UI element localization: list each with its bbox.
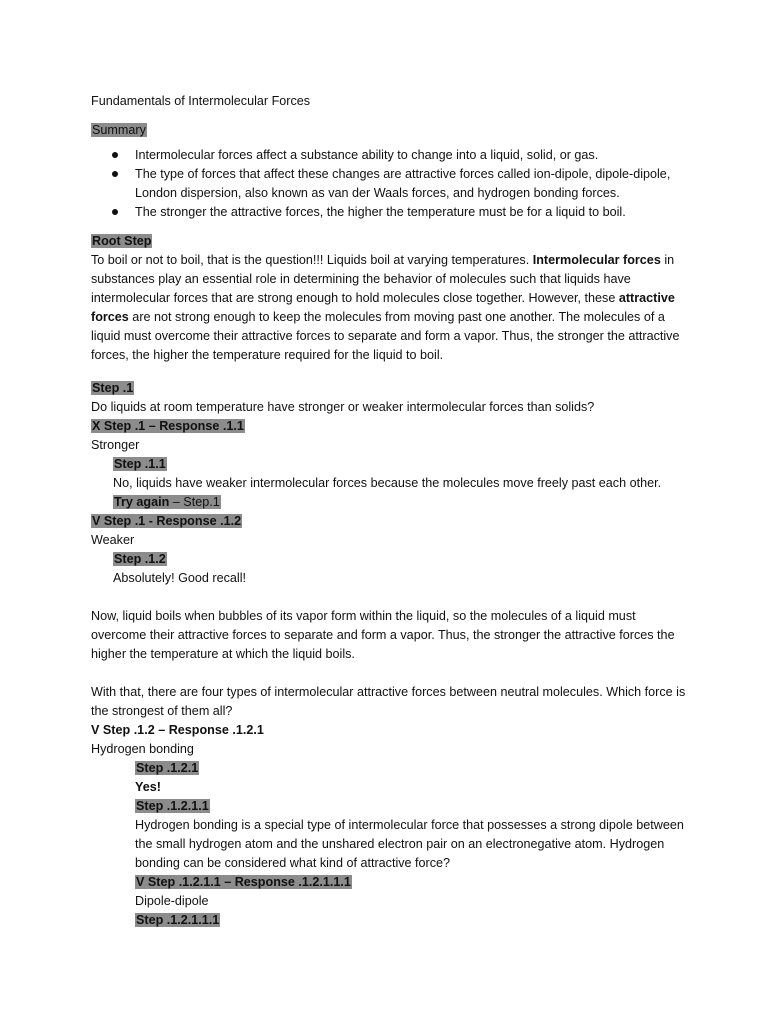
feedback-text: Absolutely! Good recall! bbox=[113, 571, 247, 585]
summary-heading: Summary bbox=[92, 123, 146, 137]
spacer bbox=[91, 664, 691, 683]
response-answer: Dipole-dipole bbox=[135, 894, 209, 908]
document-title: Fundamentals of Intermolecular Forces bbox=[91, 94, 311, 108]
root-step-heading: Root Step bbox=[92, 234, 152, 248]
list-item: Intermolecular forces affect a substance ability to change into a liquid, solid, or gas. bbox=[91, 146, 691, 165]
four-forces-paragraph: With that, there are four types of intermolecular attractive forces between neutral molecules. Which force is the strongest of them all? bbox=[91, 685, 686, 718]
spacer bbox=[91, 588, 691, 607]
response-answer: Hydrogen bonding bbox=[91, 742, 194, 756]
step-heading: Step .1.2.1.1 bbox=[136, 799, 209, 813]
bullet-icon bbox=[112, 209, 118, 215]
feedback-text: No, liquids have weaker intermolecular forces because the molecules move freely past each other. bbox=[113, 476, 662, 490]
root-step-paragraph: To boil or not to boil, that is the question!!! Liquids boil at varying temperatures. Intermolecular forces in substances play an essential role in determining the behavior of molecules such that liquids have intermolecular forces that are strong enough to hold molecules close together. However, these attractive forces are not strong enough to keep the molecules from moving past one another. The molecules of a liquid must overcome their attractive forces to separate and form a vapor. Thus, the stronger the attractive forces, the higher the temperature required for the liquid to boil. bbox=[91, 253, 680, 362]
try-again-link[interactable]: Try again – Step.1 bbox=[114, 495, 220, 509]
response-heading: V Step .1 - Response .1.2 bbox=[92, 514, 242, 528]
spacer bbox=[91, 111, 691, 121]
spacer bbox=[91, 365, 691, 379]
document-body bbox=[91, 92, 691, 930]
boil-paragraph: Now, liquid boils when bubbles of its vapor form within the liquid, so the molecules of a liquid must overcome their attractive forces to separate and form a vapor. Thus, the stronger the attractive forces the higher the temperature at which the liquid boils. bbox=[91, 609, 675, 661]
step-heading: Step .1 bbox=[92, 381, 134, 395]
response-heading: X Step .1 – Response .1.1 bbox=[92, 419, 244, 433]
response-answer: Weaker bbox=[91, 533, 135, 547]
step-heading: Step .1.1 bbox=[114, 457, 166, 471]
step-heading: Step .1.2.1.1.1 bbox=[136, 913, 220, 927]
feedback-text: Hydrogen bonding is a special type of intermolecular force that possesses a strong dipole between the small hydrogen atom and the unshared electron pair on an electronegative atom. Hydrogen bonding can be considered what kind of attractive force? bbox=[135, 818, 684, 870]
step-question: Do liquids at room temperature have stronger or weaker intermolecular forces than solids? bbox=[91, 400, 595, 414]
response-heading: V Step .1.2 – Response .1.2.1 bbox=[91, 723, 264, 737]
list-item: The type of forces that affect these changes are attractive forces called ion-dipole, dipole-dipole, London dispersion, also known as van der Waals forces, and hydrogen bonding forces. bbox=[91, 165, 691, 203]
bullet-icon bbox=[112, 152, 118, 158]
response-answer: Stronger bbox=[91, 438, 140, 452]
list-item: The stronger the attractive forces, the higher the temperature must be for a liquid to boil. bbox=[91, 203, 691, 222]
response-heading: V Step .1.2.1.1 – Response .1.2.1.1.1 bbox=[136, 875, 351, 889]
feedback-text: Yes! bbox=[135, 780, 161, 794]
bullet-icon bbox=[112, 171, 118, 177]
step-heading: Step .1.2.1 bbox=[136, 761, 199, 775]
step-heading: Step .1.2 bbox=[114, 552, 166, 566]
summary-list bbox=[91, 146, 691, 222]
